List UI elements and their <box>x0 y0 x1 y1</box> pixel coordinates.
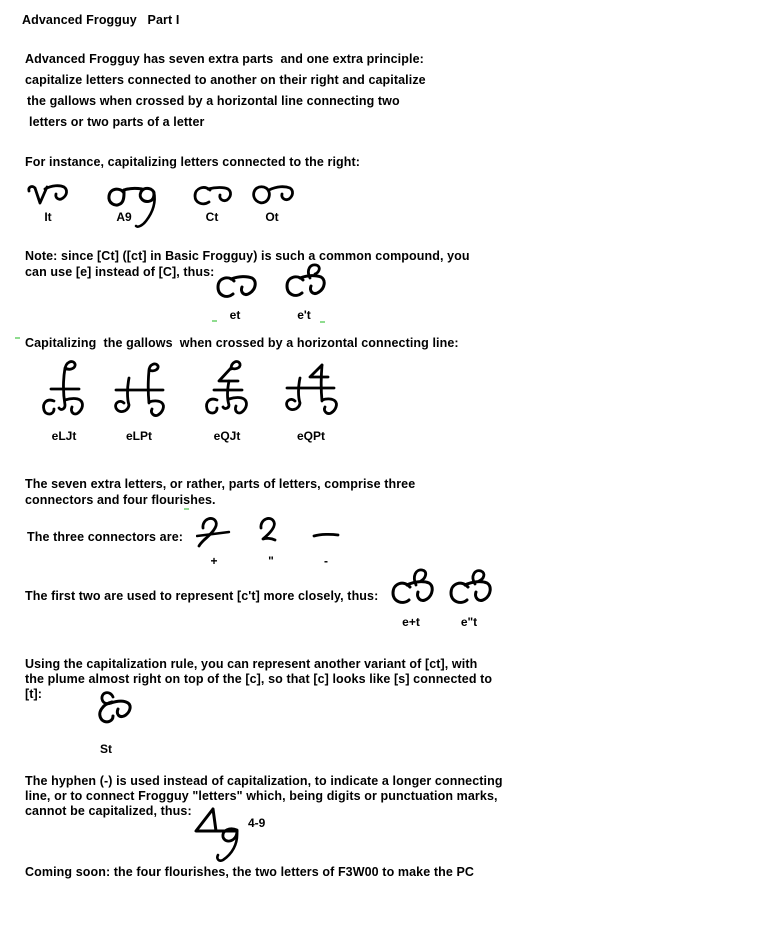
frogguy-eQPt-glyph-icon <box>281 355 341 417</box>
glyph-label-e-apostrophe-t: e't <box>297 308 311 322</box>
seven-extra-line-1: The seven extra letters, or rather, parts of letters, comprise three <box>25 477 416 491</box>
glyph-label-eqjt: eQJt <box>213 429 241 443</box>
glyph-figure-et <box>213 272 257 322</box>
page-title: Advanced Frogguy Part I <box>22 13 180 27</box>
hyphen-line-1: The hyphen (-) is used instead of capitalization, to indicate a longer connecting <box>25 774 503 788</box>
glyph-figure-e-apostrophe-t <box>282 263 326 321</box>
frogguy-e-quote-t-glyph-icon <box>446 568 492 614</box>
glyph-label-elpt: eLPt <box>125 429 152 443</box>
scan-artifact-mark <box>184 508 189 510</box>
intro-line-1: Advanced Frogguy has seven extra parts and one extra principle: <box>25 52 424 66</box>
glyph-label-ot: Ot <box>265 210 279 224</box>
note-line-1: Note: since [Ct] ([ct] in Basic Frogguy) is such a common compound, you <box>25 249 470 263</box>
glyph-figure-eqjt <box>200 355 254 445</box>
hyphen-line-2: line, or to connect Frogguy "letters" which, being digits or punctuation marks, <box>25 789 498 803</box>
glyph-figure-connector-quote <box>256 514 286 568</box>
frogguy-It-glyph-icon <box>26 182 70 208</box>
for-instance-heading: For instance, capitalizing letters connected to the right: <box>25 155 361 169</box>
intro-line-4: letters or two parts of a letter <box>29 115 205 129</box>
glyph-label-it: It <box>44 210 52 224</box>
glyph-figure-st <box>80 690 132 758</box>
glyph-figure-elpt <box>110 357 168 445</box>
gallows-heading: Capitalizing the gallows when crossed by a horizontal connecting line: <box>25 336 459 350</box>
cap-rule-line-3: [t]: <box>25 687 43 701</box>
glyph-figure-ct <box>191 184 233 224</box>
glyph-label-st: St <box>100 742 112 756</box>
glyph-figure-e-quote-t <box>446 568 492 630</box>
seven-extra-line-2: connectors and four flourishes. <box>25 493 216 507</box>
frogguy-eLJt-glyph-icon <box>38 355 90 421</box>
glyph-label-et: et <box>229 308 241 322</box>
glyph-figure-ot <box>248 182 296 224</box>
glyph-label-eljt: eLJt <box>51 429 77 443</box>
frogguy-St-glyph-icon <box>80 690 132 742</box>
glyph-label-connector-quote: " <box>268 554 274 568</box>
connector-plus-glyph-icon <box>196 513 232 553</box>
glyph-label-connector-plus: + <box>210 554 218 568</box>
scan-artifact-mark <box>320 321 325 323</box>
connectors-heading: The three connectors are: <box>27 530 184 544</box>
glyph-label-a9: A9 <box>116 210 132 224</box>
glyph-figure-eljt <box>38 355 90 445</box>
coming-soon-line: Coming soon: the four flourishes, the two letters of F3W00 to make the PC <box>25 865 475 879</box>
glyph-figure-4-9 <box>188 804 308 862</box>
glyph-label-eqpt: eQPt <box>296 429 325 443</box>
glyph-figure-connector-plus <box>196 513 232 569</box>
intro-line-3: the gallows when crossed by a horizontal line connecting two <box>27 94 400 108</box>
glyph-figure-a9 <box>103 180 161 232</box>
frogguy-Ot-glyph-icon <box>248 182 296 208</box>
connector-quote-glyph-icon <box>256 514 286 550</box>
scan-artifact-mark <box>212 320 217 322</box>
frogguy-et-glyph-icon <box>213 272 257 306</box>
glyph-figure-e-plus-t <box>388 568 434 630</box>
frogguy-e-apostrophe-t-glyph-icon <box>282 263 326 304</box>
frogguy-Ct-glyph-icon <box>191 184 233 208</box>
glyph-label-e-plus-t: e+t <box>402 615 420 629</box>
glyph-label-4-9: 4-9 <box>248 816 266 830</box>
frogguy-e-plus-t-glyph-icon <box>388 568 434 614</box>
glyph-figure-connector-dash <box>312 530 340 570</box>
glyph-label-e-quote-t: e"t <box>460 615 478 629</box>
note-line-2: can use [e] instead of [C], thus: <box>25 265 215 279</box>
frogguy-4-9-glyph-icon <box>188 804 248 862</box>
glyph-figure-it <box>26 182 70 222</box>
glyph-label-ct: Ct <box>205 210 219 224</box>
first-two-heading: The first two are used to represent [c't] more closely, thus: <box>25 589 379 603</box>
frogguy-eQJt-glyph-icon <box>200 355 254 419</box>
glyph-figure-eqpt <box>281 355 341 445</box>
intro-line-2: capitalize letters connected to another on their right and capitalize <box>25 73 426 87</box>
cap-rule-line-1: Using the capitalization rule, you can represent another variant of [ct], with <box>25 657 478 671</box>
connector-dash-glyph-icon <box>312 530 340 542</box>
glyph-label-connector-dash: - <box>324 554 328 568</box>
cap-rule-line-2: the plume almost right on top of the [c], so that [c] looks like [s] connected to <box>25 672 493 686</box>
hyphen-line-3: cannot be capitalized, thus: <box>25 804 192 818</box>
scan-artifact-mark <box>15 337 20 339</box>
frogguy-eLPt-glyph-icon <box>110 357 168 419</box>
